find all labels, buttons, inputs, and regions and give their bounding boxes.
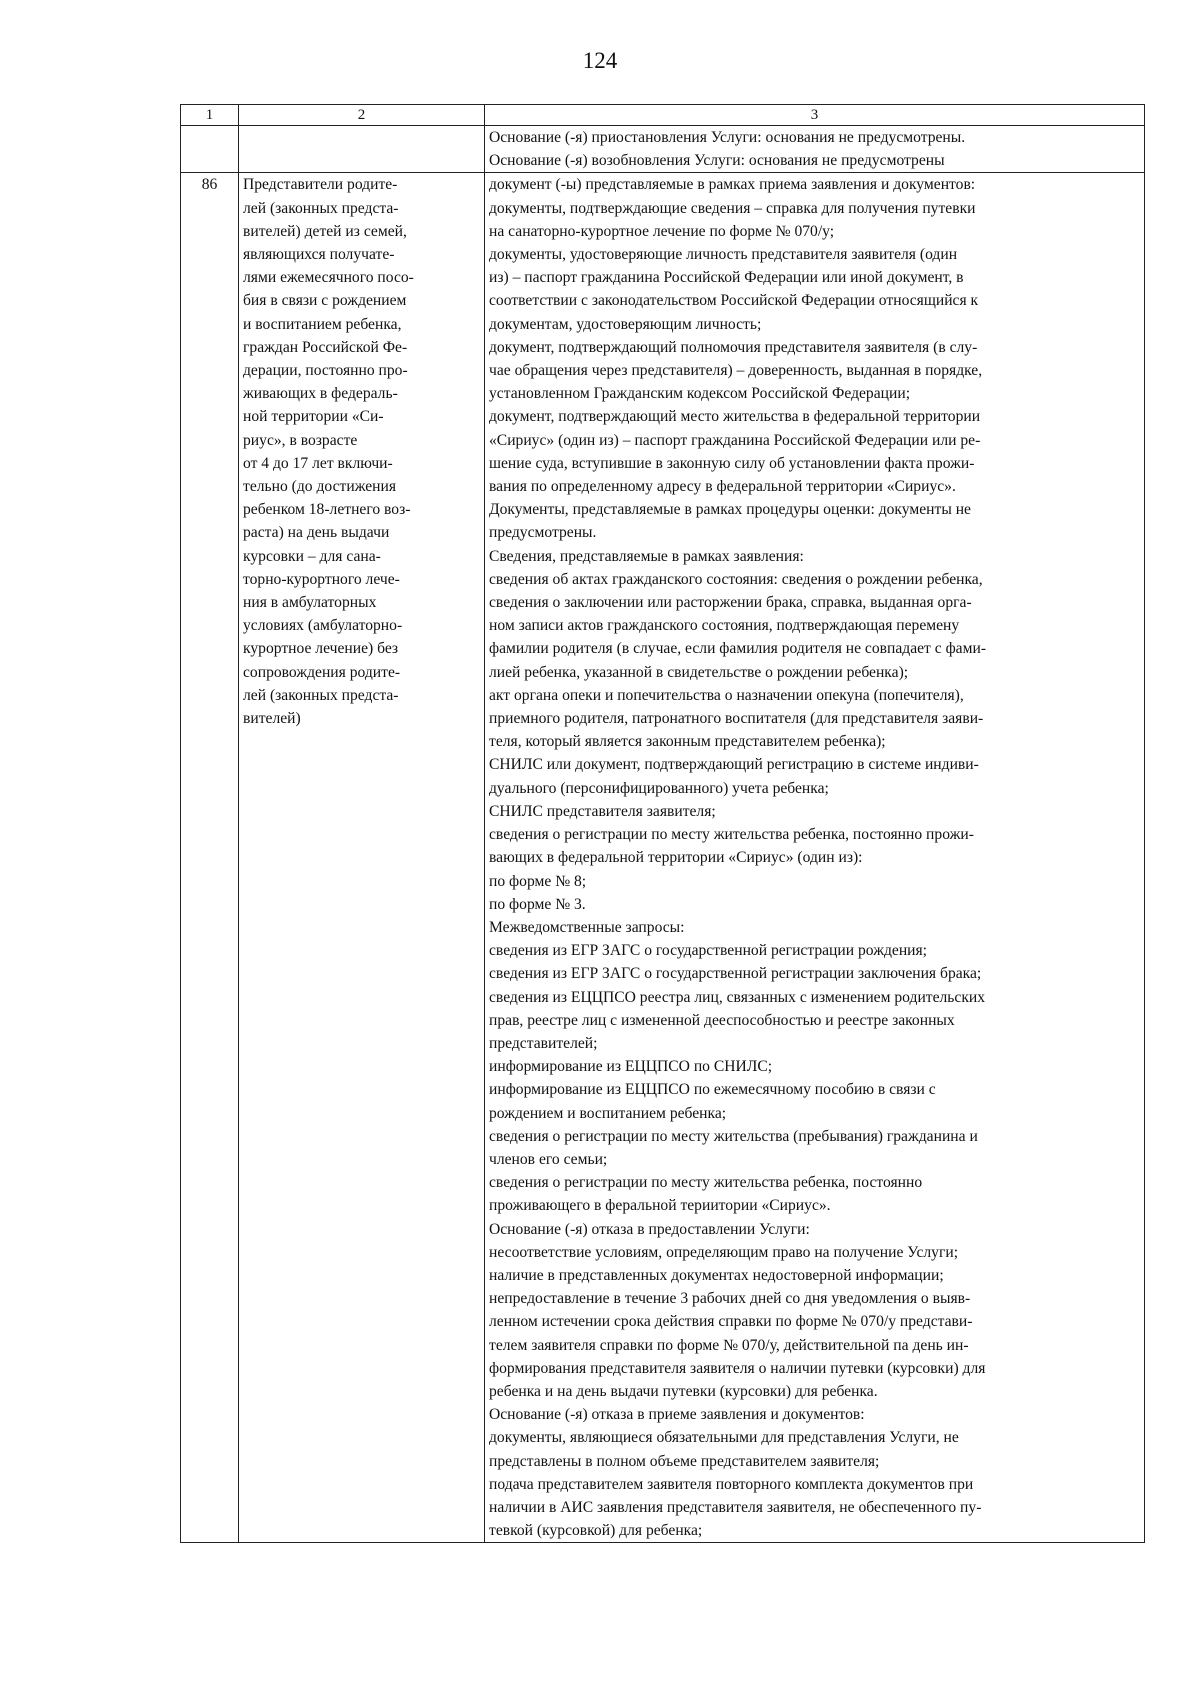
text-line: формирования представителя заявителя о наличии путевки (курсовки) для xyxy=(489,1359,986,1377)
text-line: являющихся получате- xyxy=(243,246,395,264)
text-line: дерации, постоянно про- xyxy=(243,362,408,380)
text-line: предусмотрены. xyxy=(489,524,597,542)
text-line: непредоставление в течение 3 рабочих дней со дня уведомления о выяв- xyxy=(489,1290,971,1308)
table-row-86 xyxy=(181,173,1145,1543)
text-line: сопровождения родите- xyxy=(243,663,401,681)
text-line: теля, который является законным представителем ребенка); xyxy=(489,733,886,751)
text-line: представителей; xyxy=(489,1034,598,1052)
text-line: по форме № 8; xyxy=(489,872,587,890)
text-line: членов его семьи; xyxy=(489,1150,608,1168)
text-line: рождением и воспитанием ребенка; xyxy=(489,1104,727,1122)
text-line: и воспитанием ребенка, xyxy=(243,315,402,333)
text-line: вителей) детей из семей, xyxy=(243,222,407,240)
text-line: тельно (до достижения xyxy=(243,478,397,496)
text-line: тевкой (курсовкой) для ребенка; xyxy=(489,1522,703,1540)
text-line: ребенка и на день выдачи путевки (курсовки) для ребенка. xyxy=(489,1382,878,1400)
text-line: сведения из ЕГР ЗАГС о государственной регистрации заключения брака; xyxy=(489,965,982,983)
text-line: дуального (персонифицированного) учета ребенка; xyxy=(489,779,829,797)
table-row-continued xyxy=(181,126,1145,173)
text-line: документы, являющиеся обязательными для представления Услуги, не xyxy=(489,1429,959,1447)
text-line: от 4 до 17 лет включи- xyxy=(243,454,393,472)
header-col-3: 3 xyxy=(485,105,1145,126)
text-line: соответствии с законодательством Российской Федерации относящийся к xyxy=(489,292,979,310)
text-line: лями ежемесячного посо- xyxy=(243,269,414,287)
text-line: акт органа опеки и попечительства о назначении опекуна (попечителя), xyxy=(489,686,964,704)
text-line: бия в связи с рождением xyxy=(243,292,407,310)
text-line: вителей) xyxy=(243,710,301,728)
text-line: Основание (-я) отказа в предоставлении Услуги: xyxy=(489,1220,810,1238)
row-continued-description xyxy=(239,126,485,173)
text-line: наличие в представленных документах недостоверной информации; xyxy=(489,1266,944,1284)
text-line: документ, подтверждающий полномочия представителя заявителя (в слу- xyxy=(489,338,978,356)
text-line: риус», в возрасте xyxy=(243,431,358,449)
text-line: сведения об актах гражданского состояния: сведения о рождении ребенка, xyxy=(489,570,983,588)
text-line: Межведомственные запросы: xyxy=(489,918,685,936)
text-line: граждан Российской Фе- xyxy=(243,338,408,356)
text-line: прав, реестре лиц с измененной дееспособностью и реестре законных xyxy=(489,1011,955,1029)
text-line: несоответствие условиям, определяющим право на получение Услуги; xyxy=(489,1243,959,1261)
text-line: сведения о регистрации по месту жительства ребенка, постоянно xyxy=(489,1174,923,1192)
text-line: раста) на день выдачи xyxy=(243,524,390,542)
text-line: шение суда, вступившие в законную силу об установлении факта прожи- xyxy=(489,454,975,472)
text-line: информирование из ЕЦЦПСО по СНИЛС; xyxy=(489,1058,773,1076)
text-line: сведения о заключении или расторжении брака, справка, выданная орга- xyxy=(489,594,972,612)
text-line: телем заявителя справки по форме № 070/у, действительной па день ин- xyxy=(489,1336,969,1354)
text-line: вающих в федеральной территории «Сириус» (один из): xyxy=(489,849,863,867)
text-line: вания по определенному адресу в федеральной территории «Сириус». xyxy=(489,478,956,496)
text-line: документ, подтверждающий место жительства в федеральной территории xyxy=(489,408,981,426)
table-header-row xyxy=(181,105,1145,126)
text-line: лией ребенка, указанной в свидетельстве о рождении ребенка); xyxy=(489,663,909,681)
text-line: чае обращения через представителя) – доверенность, выданная в порядке, xyxy=(489,362,983,380)
text-line: наличии в АИС заявления представителя заявителя, не обеспеченного пу- xyxy=(489,1498,982,1516)
text-line: сведения из ЕГР ЗАГС о государственной регистрации рождения; xyxy=(489,942,928,960)
text-line: ния в амбулаторных xyxy=(243,594,377,612)
text-line: Основание (-я) отказа в приеме заявления и документов: xyxy=(489,1406,865,1424)
text-line: информирование из ЕЦЦПСО по ежемесячному пособию в связи с xyxy=(489,1081,936,1099)
text-line: установленном Гражданским кодексом Российской Федерации; xyxy=(489,385,911,403)
row-content xyxy=(485,173,1145,1543)
text-line: живающих в федераль- xyxy=(243,385,398,403)
text-line: лей (законных предста- xyxy=(243,199,399,217)
header-col-1: 1 xyxy=(181,105,239,126)
text-line: лей (законных предста- xyxy=(243,686,399,704)
row-number: 86 xyxy=(181,173,239,1543)
text-line: документы, подтверждающие сведения – справка для получения путевки xyxy=(489,199,976,217)
text-line: подача представителем заявителя повторного комплекта документов при xyxy=(489,1475,974,1493)
text-line: на санаторно-курортное лечение по форме № 070/у; xyxy=(489,222,835,240)
row-description xyxy=(239,173,485,1543)
text-line: ной территории «Си- xyxy=(243,408,384,426)
text-line: проживающего в феральной териитории «Сириус». xyxy=(489,1197,831,1215)
text-line: документ (-ы) представляемые в рамках приема заявления и документов: xyxy=(489,176,976,194)
text-line: условиях (амбулаторно- xyxy=(243,617,403,635)
text-line: Представители родите- xyxy=(243,176,398,194)
row-continued-content xyxy=(485,126,1145,173)
text-line: курортное лечение) без xyxy=(243,640,399,658)
text-line: Основание (-я) приостановления Услуги: основания не предусмотрены. xyxy=(489,129,966,146)
text-line: ребенком 18-летнего воз- xyxy=(243,501,411,519)
text-line: курсовки – для сана- xyxy=(243,547,381,565)
text-line: Документы, представляемые в рамках процедуры оценки: документы не xyxy=(489,501,971,519)
text-line: СНИЛС или документ, подтверждающий регистрацию в системе индиви- xyxy=(489,756,979,774)
text-line: по форме № 3. xyxy=(489,895,586,913)
text-line: приемного родителя, патронатного воспитателя (для представителя заяви- xyxy=(489,710,984,728)
text-line: из) – паспорт гражданина Российской Федерации или иной документ, в xyxy=(489,269,964,287)
text-line: Основание (-я) возобновления Услуги: основания не предусмотрены xyxy=(489,152,945,170)
text-line: фамилии родителя (в случае, если фамилия родителя не совпадает с фами- xyxy=(489,640,987,658)
row-continued-number xyxy=(181,126,239,173)
text-line: ном записи актов гражданского состояния, подтверждающая перемену xyxy=(489,617,960,635)
services-table xyxy=(180,104,1145,1543)
page-number: 124 xyxy=(582,48,618,73)
text-line: документам, удостоверяющим личность; xyxy=(489,315,762,333)
text-line: торно-курортного лече- xyxy=(243,570,400,588)
text-line: «Сириус» (один из) – паспорт гражданина Российской Федерации или ре- xyxy=(489,431,981,449)
text-line: документы, удостоверяющие личность представителя заявителя (один xyxy=(489,246,958,264)
header-col-2: 2 xyxy=(239,105,485,126)
text-line: СНИЛС представителя заявителя; xyxy=(489,802,716,820)
text-line: сведения о регистрации по месту жительства (пребывания) гражданина и xyxy=(489,1127,978,1145)
text-line: представлены в полном объеме представителем заявителя; xyxy=(489,1452,880,1470)
text-line: сведения о регистрации по месту жительства ребенка, постоянно прожи- xyxy=(489,826,974,844)
text-line: Сведения, представляемые в рамках заявления: xyxy=(489,547,804,565)
text-line: ленном истечении срока действия справки по форме № 070/у представи- xyxy=(489,1313,973,1331)
text-line: сведения из ЕЦЦПСО реестра лиц, связанных с изменением родительских xyxy=(489,988,986,1006)
